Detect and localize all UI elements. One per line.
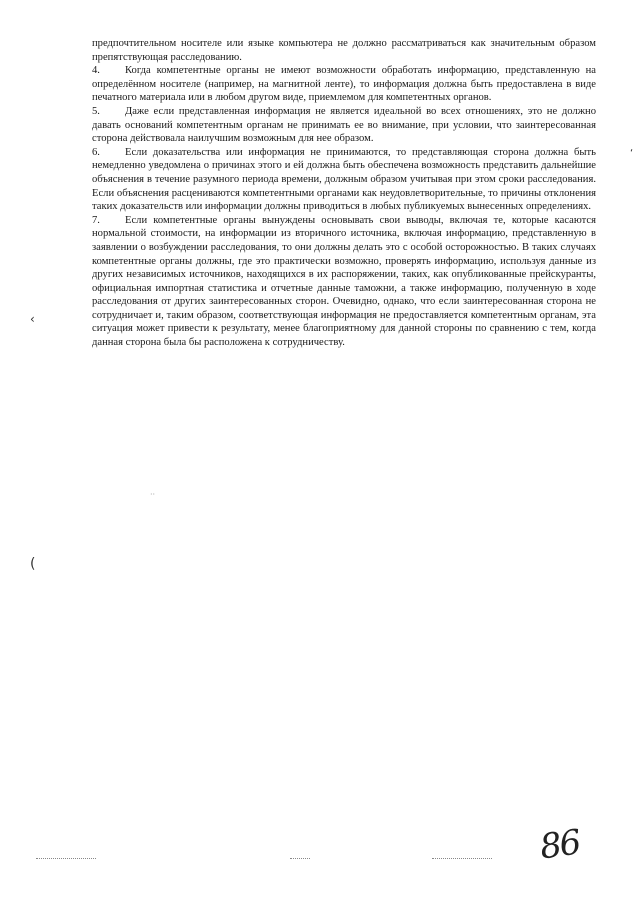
document-body [92,37,596,350]
paragraph-text: Даже если представленная информация не является идеальной во всех отношениях, это не должно давать оснований компетентным органам не принимать ее во внимание, при условии, что заинтересованная сторона действовала наилучшим возможным для нее образом. [92,105,596,145]
handwritten-page-number: 86 [537,822,582,868]
paragraph-text: Когда компетентные органы не имеют возможности обработать информацию, представленную на определённом носителе (например, на магнитной ленте), то информация должна быть предоставлена в виде печатного материала или в любом другом виде, приемлемом для компетентных органов. [92,65,596,104]
paragraph-5 [92,105,596,146]
paragraph-4 [92,64,596,105]
margin-mark: ‹ [30,312,35,326]
continuation-paragraph: предпочтительном носителе или языке компьютера не должно рассматриваться как значительным образом препятствующая расследованию. [92,38,596,63]
paragraph-number: 5. [92,105,100,117]
paragraph-6 [92,146,596,214]
paragraph-number: 7. [92,214,100,226]
margin-mark: ( [30,556,36,572]
paragraph-7 [92,214,596,350]
paragraph-text: Если доказательства или информация не принимаются, то представляющая сторона должна быть немедленно уведомлена о причинах этого и ей должна быть обеспечена возможность представить дальнейшие объяснения в течение разумного периода времени, должным образом учитывая при этом сроки расследования. Если объяснения расцениваются компетентными органами как неудовлетворительные, то причины отклонения таких доказательств или информации должны приводиться в любых публикуемых вынесенных определениях. [92,146,596,213]
paragraph-text: Если компетентные органы вынуждены основывать свои выводы, включая те, которые касаются нормальной стоимости, на информации из вторичного источника, включая информацию, представленную в заявлении о возбуждении расследования, то они должны делать это с особой осторожностью. В таких случаях компетентные органы должны, где это практически возможно, проверять информацию, используя данные из других независимых источников, находящихся в их распоряжении, таких, как опубликованные прейскуранты, официальная импортная статистика и отчетные данные таможни, а также информацию, полученную в ходе расследования от других заинтересованных сторон. Очевидно, однако, что если заинтересованная сторона не сотрудничает и, таким образом, соответствующая информация не предоставляется компетентным органам, эта ситуация может привести к результату, менее благоприятному для данной стороны по сравнению с тем, когда данная сторона была бы расположена к сотрудничеству. [92,214,596,349]
scan-edge-line [290,858,310,859]
paragraph-number: 6. [92,146,100,158]
scan-edge-line [432,858,492,859]
paragraph-number: 4. [92,65,100,77]
scan-edge-line [36,858,96,859]
scan-speck: ·· [150,490,156,499]
margin-mark: ‘ [630,148,634,159]
